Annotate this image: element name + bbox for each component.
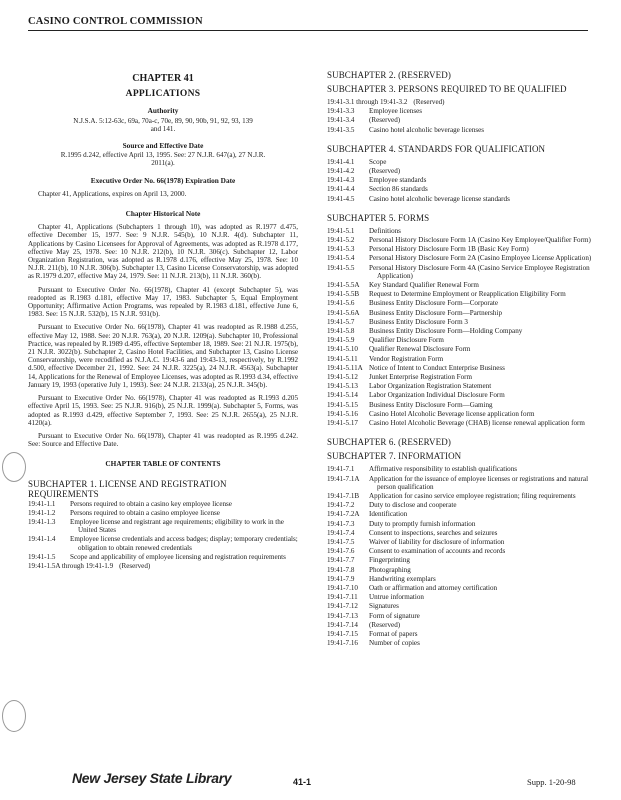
toc-entry — [28, 553, 298, 561]
toc-entry — [327, 501, 597, 509]
section-title: Duty to promptly furnish information — [369, 519, 476, 528]
toc-entry — [28, 500, 298, 508]
toc-entry — [327, 299, 597, 307]
section-number: 19:41-7.9 — [327, 574, 355, 583]
toc-entry — [327, 98, 597, 106]
section-title: Format of papers — [369, 629, 418, 638]
toc-entry — [327, 492, 597, 500]
section-number: 19:41-5.14 — [327, 391, 358, 400]
section-number: 19:41-5.1 — [327, 226, 355, 235]
section-title: Casino hotel alcoholic beverage license standards — [369, 194, 510, 203]
toc-entry — [327, 309, 597, 317]
section-title: Persons required to obtain a casino employee license — [70, 508, 220, 517]
toc-entry — [327, 566, 597, 574]
section-title: Vendor Registration Form — [369, 354, 444, 363]
section-number: 19:41-7.2 — [327, 501, 355, 510]
section-title: (Reserved) — [369, 116, 401, 125]
section-title: Qualifier Renewal Disclosure Form — [369, 345, 471, 354]
section-number: 19:41-5.11A — [327, 363, 363, 372]
toc-entry — [28, 535, 298, 551]
section-title: Affirmative responsibility to establish qualifications — [369, 465, 518, 474]
section-number: 19:41-4.1 — [327, 157, 355, 166]
section-number: 19:41-5.10 — [327, 345, 358, 354]
section-number: 19:41-1.5 — [28, 552, 56, 561]
library-stamp: New Jersey State Library — [72, 770, 232, 786]
section-title: Business Entity Disclosure Form—Partnership — [369, 308, 503, 317]
section-title: Duty to disclose and cooperate — [369, 501, 457, 510]
section-title: Casino hotel alcoholic beverage licenses — [369, 125, 485, 134]
section-title: Personal History Disclosure Form 4A (Casino Service Employee Registration Application) — [369, 263, 590, 280]
toc-entry — [327, 236, 597, 244]
toc-entry — [327, 355, 597, 363]
section-number: 19:41-7.6 — [327, 547, 355, 556]
section-title: (Reserved) — [369, 620, 401, 629]
toc-entry — [327, 254, 597, 262]
section-number: 19:41-3.5 — [327, 125, 355, 134]
toc-entry — [327, 575, 597, 583]
section-number: 19:41-7.11 — [327, 593, 358, 602]
historical-note-paragraph: Pursuant to Executive Order No. 66(1978), Chapter 41 was readopted as R.1993 d.205 effective April 15, 1993. See: 25 N.J.R. 916(b), 25 N.J.R. 1999(a). Subchapter 5, Forms, was adopted as R.1993 d.429, effective September 7, 1993. See: 25 N.J.R. 2655(a), 25 N.J.R. 4120(a). — [28, 394, 298, 427]
subchapter-3-list — [327, 98, 597, 134]
toc-entry — [327, 364, 597, 372]
subchapter-1-heading: SUBCHAPTER 1. LICENSE AND REGISTRATION REQUIREMENTS — [28, 478, 227, 499]
section-number: 19:41-7.2A — [327, 510, 360, 519]
section-number: 19:41-1.2 — [28, 508, 56, 517]
toc-entry — [28, 509, 298, 517]
section-number: 19:41-7.7 — [327, 556, 355, 565]
section-number: 19:41-5.17 — [327, 419, 358, 428]
section-number: 19:41-7.5 — [327, 537, 355, 546]
section-title: Persons required to obtain a casino key employee license — [70, 499, 232, 508]
historical-note-heading: Chapter Historical Note — [125, 209, 201, 219]
section-title: Handwriting exemplars — [369, 574, 436, 583]
section-title: Qualifier Disclosure Form — [369, 336, 444, 345]
section-title: Key Standard Qualifier Renewal Form — [369, 281, 479, 290]
section-title: Photographing — [369, 565, 411, 574]
section-title: Oath or affirmation and attorney certification — [369, 583, 498, 592]
toc-entry — [28, 518, 298, 534]
section-number: 19:41-5.13 — [327, 382, 358, 391]
section-title: (Reserved) — [369, 167, 401, 176]
section-title: Employee license credentials and access badges; display; temporary credentials; obligation to obtain renewed credentials — [70, 535, 298, 552]
section-title: Consent to examination of accounts and records — [369, 547, 506, 556]
section-number: 19:41-5.6A — [327, 308, 360, 317]
section-number: 19:41-3.3 — [327, 107, 355, 116]
left-column — [28, 70, 298, 570]
toc-entry — [327, 410, 597, 418]
section-title: Waiver of liability for disclosure of information — [369, 537, 505, 546]
section-number: 19:41-5.3 — [327, 245, 355, 254]
toc-entry — [327, 126, 597, 134]
section-number: 19:41-7.13 — [327, 611, 358, 620]
toc-entry — [327, 281, 597, 289]
subchapter-5-heading: SUBCHAPTER 5. FORMS — [327, 212, 430, 223]
source-text: R.1995 d.242, effective April 13, 1995. See: 27 N.J.R. 647(a), 27 N.J.R. 2011(a). — [60, 151, 266, 168]
authority-text: N.J.S.A. 5:12-63c, 69a, 70a-c, 70e, 89, 90, 90b, 91, 92, 93, 139 and 141. — [73, 116, 253, 133]
section-number: 19:41-5.7 — [327, 317, 355, 326]
section-number: 19:41-7.1 — [327, 465, 355, 474]
section-number: 19:41-5.16 — [327, 409, 358, 418]
section-title: Labor Organization Individual Disclosure Form — [369, 391, 505, 400]
chapter-number: CHAPTER 41 — [132, 73, 194, 84]
toc-entry — [327, 612, 597, 620]
subchapter-2-heading: SUBCHAPTER 2. (RESERVED) — [327, 70, 451, 80]
section-number: 19:41-7.10 — [327, 583, 358, 592]
section-title: Scope and applicability of employee licensing and registration requirements — [70, 552, 286, 561]
subchapter-7-heading: SUBCHAPTER 7. INFORMATION — [327, 451, 462, 462]
section-number: 19:41-5.5B — [327, 290, 360, 299]
toc-entry — [327, 538, 597, 546]
section-title: Definitions — [369, 226, 401, 235]
section-title: Personal History Disclosure Form 1A (Casino Key Employee/Qualifier Form) — [369, 236, 591, 245]
section-title: Application for casino service employee registration; filing requirements — [369, 491, 576, 500]
section-title: (Reserved) — [413, 98, 445, 106]
toc-entry — [327, 475, 597, 491]
section-title: Labor Organization Registration Statement — [369, 382, 492, 391]
page-number: 41-1 — [293, 777, 312, 787]
toc-entry — [327, 167, 597, 175]
section-title: (Reserved) — [119, 561, 151, 570]
section-title: Business Entity Disclosure Form—Holding Company — [369, 327, 523, 336]
table-of-contents-heading: CHAPTER TABLE OF CONTENTS — [105, 459, 221, 469]
chapter-title: APPLICATIONS — [125, 89, 201, 100]
toc-entry — [28, 562, 298, 570]
section-title: Personal History Disclosure Form 2A (Casino Employee License Application) — [369, 254, 592, 263]
supplement-date: Supp. 1-20-98 — [527, 777, 576, 787]
toc-entry — [327, 630, 597, 638]
toc-entry — [327, 264, 597, 280]
section-title: Casino Hotel Alcoholic Beverage (CHAB) license renewal application form — [369, 419, 585, 428]
toc-entry — [327, 465, 597, 473]
binder-hole-bottom — [2, 700, 26, 732]
authority-heading: Authority — [147, 106, 179, 116]
toc-entry — [327, 318, 597, 326]
section-title: Employee licenses — [369, 107, 422, 116]
section-number: 19:41-4.5 — [327, 194, 355, 203]
section-number: 19:41-7.1A — [327, 474, 360, 483]
toc-entry — [327, 107, 597, 115]
section-number: 19:41-5.11 — [327, 354, 358, 363]
section-title: Notice of Intent to Conduct Enterprise Business — [369, 363, 505, 372]
source-heading: Source and Effective Date — [122, 141, 204, 151]
section-title: Form of signature — [369, 611, 420, 620]
subchapter-3-heading: SUBCHAPTER 3. PERSONS REQUIRED TO BE QUALIFIED — [327, 84, 567, 94]
section-number: 19:41-4.4 — [327, 185, 355, 194]
toc-entry — [327, 195, 597, 203]
toc-entry — [327, 185, 597, 193]
historical-note-paragraph: Pursuant to Executive Order No. 66(1978), Chapter 41 was readopted as R.1995 d.242. See: Source and Effective Date. — [28, 431, 298, 449]
section-number: 19:41-7.3 — [327, 519, 355, 528]
toc-entry — [327, 345, 597, 353]
section-number: 19:41-1.4 — [28, 535, 56, 544]
toc-entry — [327, 158, 597, 166]
toc-entry — [327, 520, 597, 528]
section-number: 19:41-3.1 through 19:41-3.2 — [327, 98, 408, 106]
toc-entry — [327, 401, 597, 409]
toc-entry — [327, 176, 597, 184]
historical-note-paragraph: Pursuant to Executive Order No. 66(1978), Chapter 41 (except Subchapter 5), was readopted as R.1983 d.181, effective May 17, 1983. Subchapter 5, Equal Employment Opportunity; Affirmative Action Programs, was repealed by R.1983 d.181, effective June 6, 1983. See: 15 N.J.R. 532(b), 15 N.J.R. 931(b). — [28, 285, 298, 319]
subchapter-1-list — [28, 500, 298, 571]
section-number: 19:41-7.4 — [327, 528, 355, 537]
section-title: Scope — [369, 157, 387, 166]
toc-entry — [327, 391, 597, 399]
section-title: Untrue information — [369, 593, 424, 602]
section-title: Business Entity Disclosure Form—Gaming — [369, 400, 493, 409]
section-number: 19:41-3.4 — [327, 116, 355, 125]
toc-entry — [327, 327, 597, 335]
subchapter-4-heading: SUBCHAPTER 4. STANDARDS FOR QUALIFICATION — [327, 143, 546, 154]
section-title: Identification — [369, 510, 408, 519]
toc-entry — [327, 227, 597, 235]
toc-entry — [327, 529, 597, 537]
section-number: 19:41-5.15 — [327, 400, 358, 409]
section-title: Business Entity Disclosure Form 3 — [369, 317, 468, 326]
section-title: Fingerprinting — [369, 556, 410, 565]
section-number: 19:41-5.8 — [327, 327, 355, 336]
toc-entry — [327, 510, 597, 518]
historical-note-paragraph: Pursuant to Executive Order No. 66(1978), Chapter 41 was readopted as R.1988 d.255, effective May 12, 1988. See: 20 N.J.R. 763(a), 20 N.J.R. 1209(a). Subchapter 10, Professional Practice, was repealed by R.1989 d.495, effective September 18, 1989. See: 21 N.J.R. 1975(b), 21 N.J.R. 3022(b). Subchapter 2, Casino Hotel Facilities, and Subchapter 13, Casino License Conservatorship, were recodified as N.J.A.C. 19:43-6 and 19:43-13, respectively, by R.1992 d.500, effective December 21, 1992. See: 24 N.J.R. 3225(a), 24 N.J.R. 4563(a). Subchapter 14, Applications for the Renewal of Employee Licenses, was adopted as R.1993 d.34, effective January 19, 1993 (operative July 1, 1993). See: 24 N.J.R. 2133(a), 25 N.J.R. 345(b). — [28, 323, 298, 389]
section-number: 19:41-5.9 — [327, 336, 355, 345]
section-title: Number of copies — [369, 639, 420, 648]
section-number: 19:41-5.5A — [327, 281, 360, 290]
toc-entry — [327, 419, 597, 427]
toc-entry — [327, 290, 597, 298]
section-number: 19:41-7.12 — [327, 602, 358, 611]
section-title: Section 86 standards — [369, 185, 428, 194]
subchapter-6-heading: SUBCHAPTER 6. (RESERVED) — [327, 437, 451, 448]
section-number: 19:41-5.5 — [327, 263, 355, 272]
section-number: 19:41-1.5A through 19:41-1.9 — [28, 561, 114, 570]
section-number: 19:41-4.2 — [327, 167, 355, 176]
toc-entry — [327, 116, 597, 124]
section-title: Junket Enterprise Registration Form — [369, 373, 473, 382]
subchapter-5-list — [327, 227, 597, 427]
toc-entry — [327, 602, 597, 610]
section-number: 19:41-1.3 — [28, 517, 56, 526]
section-number: 19:41-7.1B — [327, 491, 360, 500]
section-number: 19:41-7.15 — [327, 629, 358, 638]
section-title: Consent to inspections, searches and seizures — [369, 528, 498, 537]
toc-entry — [327, 547, 597, 555]
right-column — [327, 70, 597, 647]
toc-entry — [327, 382, 597, 390]
historical-note-paragraph: Chapter 41, Applications (Subchapters 1 through 10), was adopted as R.1977 d.475, effective December 15, 1977. See: 9 N.J.R. 545(b), 10 N.J.R. 4(d). Subchapter 11, Applications by Casino Licensees for Approval of Agreements, was adopted as R.1978 d.177, effective May 25, 1978. See: 10 N.J.R. 212(b), 10 N.J.R. 306(c). Subchapter 12, Labor Organization Registration, was adopted as R.1978 d.176, effective May 25, 1978. See: 10 N.J.R. 211(b), 10 N.J.R. 306(b). Subchapter 13, Casino License Conservatorship, was adopted as R.1979 d.207, effective May 24, 1979. See: 11 N.J.R. 213(b), 11 N.J.R. 360(b). — [28, 223, 298, 281]
section-number: 19:41-1.1 — [28, 499, 56, 508]
section-number: 19:41-7.14 — [327, 620, 358, 629]
running-header: CASINO CONTROL COMMISSION — [28, 16, 588, 31]
section-title: Employee standards — [369, 176, 427, 185]
section-title: Casino Hotel Alcoholic Beverage license application form — [369, 409, 535, 418]
toc-entry — [327, 639, 597, 647]
section-number: 19:41-7.16 — [327, 639, 358, 648]
section-title: Employee license and registrant age requirements; eligibility to work in the United States — [70, 517, 284, 535]
binder-hole-top — [2, 452, 26, 482]
toc-entry — [327, 336, 597, 344]
subchapter-4-list — [327, 158, 597, 203]
section-number: 19:41-7.8 — [327, 565, 355, 574]
toc-entry — [327, 556, 597, 564]
section-number: 19:41-5.4 — [327, 254, 355, 263]
section-number: 19:41-5.2 — [327, 236, 355, 245]
section-title: Request to Determine Employment or Reapplication Eligibility Form — [369, 290, 566, 299]
toc-entry — [327, 245, 597, 253]
section-title: Signatures — [369, 602, 399, 611]
toc-entry — [327, 621, 597, 629]
subchapter-7-list — [327, 465, 597, 647]
expiration-heading: Executive Order No. 66(1978) Expiration Date — [90, 175, 236, 185]
toc-entry — [327, 593, 597, 601]
section-number: 19:41-5.6 — [327, 299, 355, 308]
toc-entry — [327, 373, 597, 381]
section-title: Business Entity Disclosure Form—Corporate — [369, 299, 499, 308]
section-number: 19:41-4.3 — [327, 176, 355, 185]
section-number: 19:41-5.12 — [327, 373, 358, 382]
toc-entry — [327, 584, 597, 592]
section-title: Application for the issuance of employee licenses or registrations and natural person qualification — [369, 474, 589, 491]
section-title: Personal History Disclosure Form 1B (Basic Key Form) — [369, 245, 529, 254]
expiration-text: Chapter 41, Applications, expires on April 13, 2000. — [38, 189, 187, 198]
